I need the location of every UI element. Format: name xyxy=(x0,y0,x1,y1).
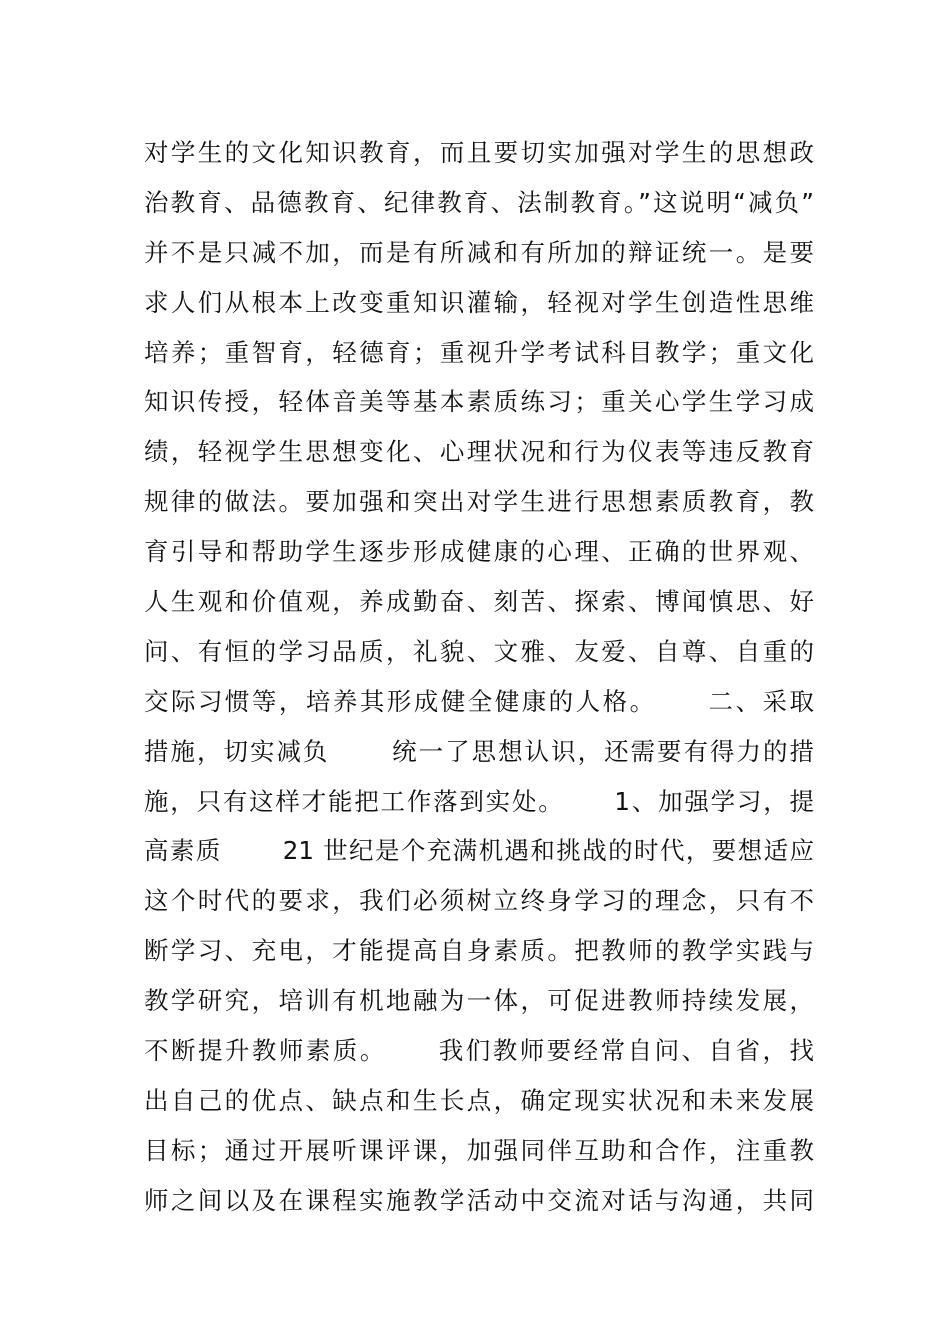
text-line: 出自己的优点、缺点和生长点，确定现实状况和未来发展 xyxy=(144,1085,814,1115)
text-line: 问、有恒的学习品质，礼貌、文雅、友爱、自尊、自重的 xyxy=(144,636,814,666)
text-line: 这个时代的要求，我们必须树立终身学习的理念，只有不 xyxy=(144,886,814,916)
text-line: 治教育、品德教育、纪律教育、法制教育。”这说明“减负” xyxy=(144,187,814,217)
text-line: 知识传授，轻体音美等基本素质练习；重关心学生学习成 xyxy=(144,387,814,417)
text-line: 措施，切实减负 统一了思想认识，还需要有得力的措 xyxy=(144,736,814,766)
text-line: 教学研究，培训有机地融为一体，可促进教师持续发展， xyxy=(144,986,814,1016)
text-line: 高素质 21 世纪是个充满机遇和挑战的时代，要想适应 xyxy=(144,836,814,866)
text-line: 并不是只减不加，而是有所减和有所加的辩证统一。是要 xyxy=(144,237,814,267)
text-line: 育引导和帮助学生逐步形成健康的心理、正确的世界观、 xyxy=(144,537,814,567)
text-line: 求人们从根本上改变重知识灌输，轻视对学生创造性思维 xyxy=(144,287,814,317)
text-line: 断学习、充电，才能提高自身素质。把教师的教学实践与 xyxy=(144,936,814,966)
body-text xyxy=(144,128,814,1226)
text-line: 对学生的文化知识教育，而且要切实加强对学生的思想政 xyxy=(144,138,814,167)
text-line: 培养；重智育，轻德育；重视升学考试科目教学；重文化 xyxy=(144,337,814,367)
text-line: 规律的做法。要加强和突出对学生进行思想素质教育，教 xyxy=(144,487,814,517)
text-line: 交际习惯等，培养其形成健全健康的人格。 二、采取 xyxy=(144,686,814,716)
text-line: 绩，轻视学生思想变化、心理状况和行为仪表等违反教育 xyxy=(144,437,814,467)
text-line: 人生观和价值观，养成勤奋、刻苦、探索、博闻慎思、好 xyxy=(144,587,814,617)
text-line: 施，只有这样才能把工作落到实处。 1、加强学习，提 xyxy=(144,786,814,816)
text-line: 不断提升教师素质。 我们教师要经常自问、自省，找 xyxy=(144,1036,814,1066)
text-line: 师之间以及在课程实施教学活动中交流对话与沟通，共同 xyxy=(144,1185,814,1215)
text-line: 目标；通过开展听课评课，加强同伴互助和合作，注重教 xyxy=(144,1135,814,1165)
